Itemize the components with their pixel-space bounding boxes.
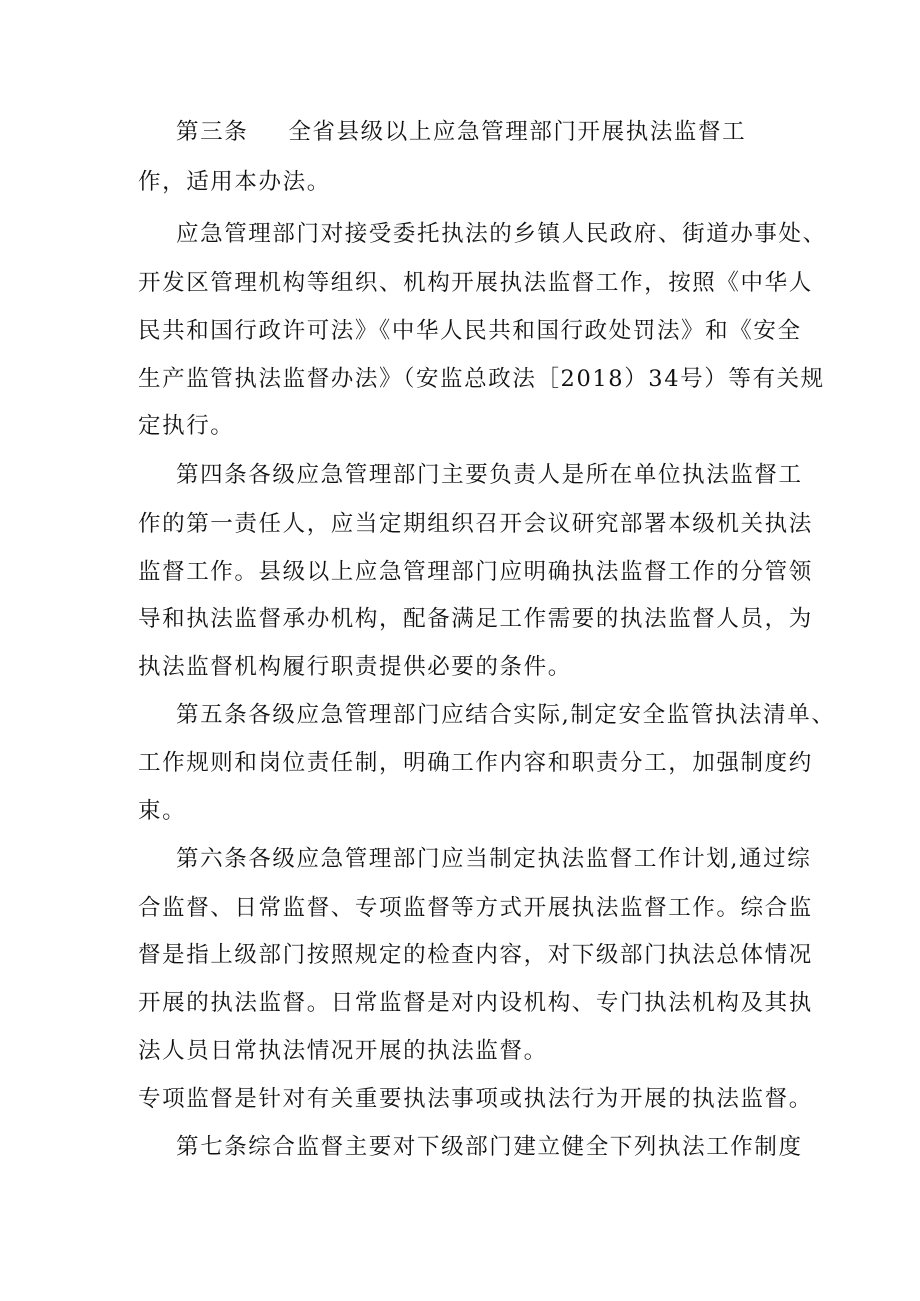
article-4-line-3: 监督工作。县级以上应急管理部门应明确执法监督工作的分管领 (138, 559, 813, 585)
article-3-text: 全省县级以上应急管理部门开展执法监督工 (288, 119, 747, 145)
article-6-line-2: 合监督、日常监督、专项监督等方式开展执法监督工作。综合监 (138, 895, 813, 921)
article-6-line-3: 督是指上级部门按照规定的检查内容，对下级部门执法总体情况 (138, 942, 813, 968)
article-5-line-2: 工作规则和岗位责任制，明确工作内容和职责分工，加强制度约 (138, 750, 813, 776)
article-3-line-2: 作，适用本办法。 (138, 169, 331, 195)
article-5-line-3: 束。 (138, 798, 187, 824)
article-3-para-2-line-4: 生产监管执法监督办法》（安监总政法［2018）34号）等有关规 (138, 366, 825, 392)
article-3-line-1 (176, 117, 746, 147)
article-6-line-6: 专项监督是针对有关重要执法事项或执法行为开展的执法监督。 (138, 1086, 813, 1112)
article-4-line-4: 导和执法监督承办机构，配备满足工作需要的执法监督人员，为 (138, 606, 813, 632)
article-7-line-1: 第七条综合监督主要对下级部门建立健全下列执法工作制度 (176, 1134, 803, 1160)
article-6-line-5: 法人员日常执法情况开展的执法监督。 (138, 1038, 548, 1064)
article-5-line-1: 第五条各级应急管理部门应结合实际,制定安全监管执法清单、 (176, 702, 836, 728)
article-6-line-4: 开展的执法监督。日常监督是对内设机构、专门执法机构及其执 (138, 990, 813, 1016)
article-3-heading: 第三条 (176, 119, 249, 145)
article-4-line-5: 执法监督机构履行职责提供必要的条件。 (138, 654, 572, 680)
article-6-line-1: 第六条各级应急管理部门应当制定执法监督工作计划,通过综 (176, 846, 812, 872)
article-4-line-2: 作的第一责任人，应当定期组织召开会议研究部署本级机关执法 (138, 511, 813, 537)
article-4-line-1: 第四条各级应急管理部门主要负责人是所在单位执法监督工 (176, 462, 803, 488)
article-3-para-2-line-2: 开发区管理机构等组织、机构开展执法监督工作，按照《中华人 (138, 270, 813, 296)
article-3-para-2-line-3: 民共和国行政许可法》《中华人民共和国行政处罚法》和《安全 (138, 318, 802, 344)
article-3-para-2-line-5: 定执行。 (138, 413, 235, 439)
article-3-para-2-line-1: 应急管理部门对接受委托执法的乡镇人民政府、街道办事处、 (176, 221, 827, 247)
